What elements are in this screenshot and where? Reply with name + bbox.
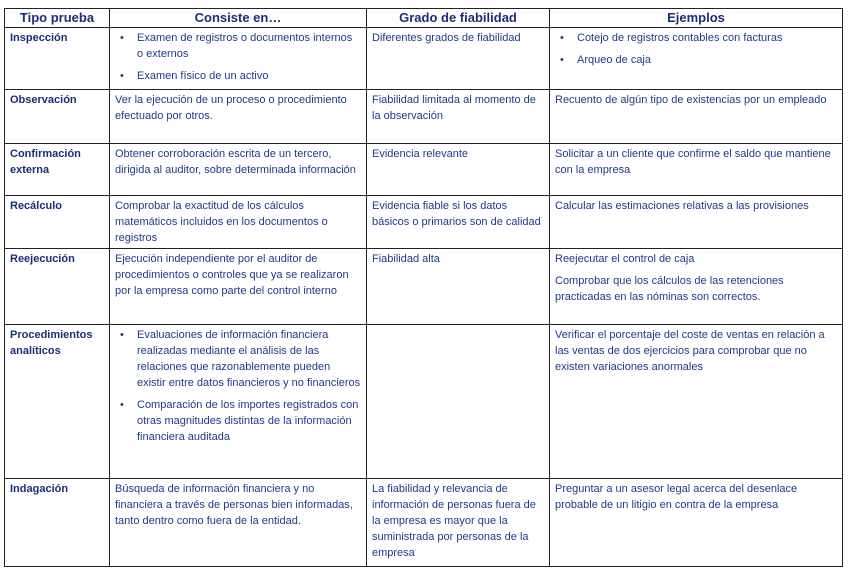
example-line: Reejecutar el control de caja: [555, 253, 695, 265]
table-row: [5, 90, 843, 144]
example-line: Comprobar que los cálculos de las retenciones practicadas en las nóminas son correctos.: [555, 275, 784, 303]
row-reliability: Diferentes grados de fiabilidad: [367, 28, 550, 90]
row-type: Indagación: [5, 479, 110, 567]
row-reliability: Evidencia relevante: [367, 144, 550, 196]
list-item: • Evaluaciones de información financiera realizadas mediante el análisis de las relaciones que razonablemente pueden existir entre datos financieros y no financieros: [137, 327, 361, 391]
table-row: [5, 28, 843, 90]
row-examples: Recuento de algún tipo de existencias por un empleado: [550, 90, 843, 144]
row-examples: Calcular las estimaciones relativas a las provisiones: [550, 196, 843, 249]
table-row: [5, 479, 843, 567]
header-grado: Grado de fiabilidad: [367, 9, 550, 28]
header-ejemplos: Ejemplos: [550, 9, 843, 28]
header-consiste: Consiste en…: [110, 9, 367, 28]
table-row: [5, 144, 843, 196]
row-reliability: Fiabilidad alta: [367, 249, 550, 325]
row-examples: [550, 28, 843, 90]
audit-tests-table: [4, 8, 843, 567]
list-item: • Examen de registros o documentos internos o externos: [137, 30, 361, 62]
list-item: • Cotejo de registros contables con facturas: [577, 30, 837, 46]
row-description: Obtener corroboración escrita de un tercero, dirigida al auditor, sobre determinada información: [110, 144, 367, 196]
row-type: Observación: [5, 90, 110, 144]
row-reliability: Fiabilidad limitada al momento de la observación: [367, 90, 550, 144]
row-description: Comprobar la exactitud de los cálculos matemáticos incluidos en los documentos o registros: [110, 196, 367, 249]
table-row: [5, 196, 843, 249]
row-reliability: [367, 325, 550, 479]
header-row: [5, 9, 843, 28]
row-examples: Preguntar a un asesor legal acerca del desenlace probable de un litigio en contra de la empresa: [550, 479, 843, 567]
list-item: • Arqueo de caja: [577, 52, 837, 68]
row-type: Procedimientos analíticos: [5, 325, 110, 479]
row-reliability: Evidencia fiable si los datos básicos o primarios son de calidad: [367, 196, 550, 249]
row-examples: [550, 249, 843, 325]
row-type: Reejecución: [5, 249, 110, 325]
row-type: Inspección: [5, 28, 110, 90]
list-item: • Examen físico de un activo: [137, 68, 361, 84]
table-row: [5, 325, 843, 479]
row-examples: Verificar el porcentaje del coste de ventas en relación a las ventas de dos ejercicios para comprobar que no existen variaciones anormales: [550, 325, 843, 479]
list-item: • Comparación de los importes registrados con otras magnitudes distintas de la información financiera auditada: [137, 397, 361, 445]
row-description: Búsqueda de información financiera y no financiera a través de personas bien informadas, tanto dentro como fuera de la entidad.: [110, 479, 367, 567]
row-examples: Solicitar a un cliente que confirme el saldo que mantiene con la empresa: [550, 144, 843, 196]
row-type: Confirmación externa: [5, 144, 110, 196]
row-type: Recálculo: [5, 196, 110, 249]
row-description: [110, 28, 367, 90]
row-description: Ejecución independiente por el auditor de procedimientos o controles que ya se realizaron por la empresa como parte del control interno: [110, 249, 367, 325]
table-row: [5, 249, 843, 325]
row-description: Ver la ejecución de un proceso o procedimiento efectuado por otros.: [110, 90, 367, 144]
header-tipo: Tipo prueba: [5, 9, 110, 28]
row-description: [110, 325, 367, 479]
row-reliability: La fiabilidad y relevancia de información de personas fuera de la empresa es mayor que la suministrada por personas de la empresa: [367, 479, 550, 567]
